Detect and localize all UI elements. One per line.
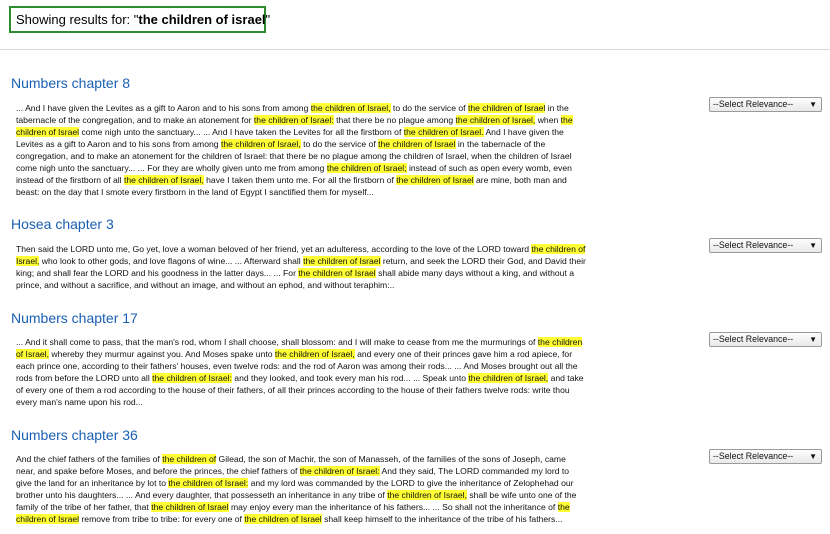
snippet-text: return, and seek the LORD their God, and David their [380,256,586,266]
dropdown-arrow-icon: ▼ [809,241,817,250]
highlighted-match: the children of Israel: [168,478,249,488]
snippet-line [16,348,706,360]
result-title[interactable]: Numbers chapter 36 [11,427,138,443]
highlighted-match: of Israel, [16,349,49,359]
snippet-line [16,477,706,489]
result-title[interactable]: Numbers chapter 17 [11,310,138,326]
highlighted-match: the children of Israel: [299,466,380,476]
highlighted-match: the children of Israel [378,139,456,149]
snippet-text: rods from before the LORD unto all [16,373,153,383]
snippet-text: remove from tribe to tribe: for every one of [79,514,245,524]
highlighted-match: the children of Israel [298,268,376,278]
query-suffix: " [265,12,271,27]
snippet-text: of every one of them a rod according to the house of their fathers, of all their princes according to the house of their fathers twelve rods: write thou [16,385,570,395]
result-title[interactable]: Hosea chapter 3 [11,216,114,232]
snippet-text: near, and spake before Moses, and before the princes, the chief fathers of [16,466,300,476]
highlighted-match: the children of Israel. [403,127,484,137]
snippet-line [16,150,706,162]
relevance-select[interactable] [709,238,822,253]
highlighted-match: the children of Israel, [387,490,467,500]
snippet-line [16,396,706,408]
snippet-text: instead of such as open every womb, even [406,163,572,173]
highlighted-match: the children of Israel, [274,349,355,359]
result-snippet [16,336,706,408]
snippet-text: congregation, and to make an atonement for the children of Israel: that there be no plague among the children of Israel, when the children of Israel [16,151,572,161]
snippet-line [16,489,706,501]
highlighted-match: the children of [162,454,217,464]
snippet-text: each prince one, according to their fathers' houses, even twelve rods: and the rod of Aaron was among their rods... ... And Moses brought out all the [16,361,578,371]
snippet-line [16,114,706,126]
snippet-line [16,513,706,525]
snippet-line [16,243,706,255]
highlighted-match: the [557,502,570,512]
snippet-text: every man's name upon his rod... [16,397,143,407]
snippet-text: in the [545,103,569,113]
snippet-text: king; and shall fear the LORD and his goodness in the latter days... ... For [16,268,299,278]
highlighted-match: Israel, [16,256,40,266]
highlighted-match: the children of Israel [303,256,381,266]
highlighted-match: the [560,115,573,125]
relevance-select[interactable] [709,332,822,347]
snippet-text: shall abide many days without a king, and without a [375,268,574,278]
highlighted-match: the children of Israel, [468,373,549,383]
snippet-line [16,138,706,150]
snippet-text: shall keep himself to the inheritance of the tribe of his fathers... [321,514,563,524]
snippet-line [16,267,706,279]
highlighted-match: the children of Israel, [310,103,391,113]
snippet-text: give the land for an inheritance by lot to [16,478,169,488]
header-divider [0,49,830,50]
search-query-banner [9,6,271,33]
snippet-text: and take [548,373,584,383]
highlighted-match: the children of Israel: [253,115,334,125]
query-prefix: Showing results for: " [16,12,139,27]
snippet-line [16,186,706,198]
snippet-text: to do the service of [390,103,468,113]
snippet-line [16,162,706,174]
snippet-text: ... And it shall come to pass, that the man's rod, whom I shall choose, shall blossom: and I will make to cease from me the murmurings of [16,337,538,347]
relevance-select-label: --Select Relevance-- [713,334,794,344]
highlighted-match: the children of Israel [396,175,474,185]
highlighted-match: the children of Israel, [123,175,204,185]
relevance-select-label: --Select Relevance-- [713,240,794,250]
highlighted-match: the children of Israel, [455,115,536,125]
snippet-text: tabernacle of the congregation, and to make an atonement for [16,115,254,125]
snippet-text: that there be no plague among [333,115,456,125]
query-term: the children of israel [138,12,266,27]
snippet-text: when [535,115,561,125]
snippet-text: prince, and without a sacrifice, and without an image, and without an ephod, and without teraphim:.. [16,280,395,290]
snippet-text: to do the service of [300,139,379,149]
dropdown-arrow-icon: ▼ [809,452,817,461]
snippet-text: have I taken them unto me. For all the firstborn of [203,175,397,185]
highlighted-match: children of Israel [16,127,80,137]
snippet-text: Levites as a gift to Aaron and to his sons from among [16,139,221,149]
relevance-select[interactable] [709,97,822,112]
highlighted-match: the children [537,337,583,347]
snippet-line [16,453,706,465]
snippet-text: in the tabernacle of the [455,139,546,149]
highlighted-match: the children of Israel [244,514,322,524]
snippet-text: come nigh unto the sanctuary... ... For they are wholly given unto me from among [16,163,327,173]
snippet-line [16,465,706,477]
snippet-line [16,279,706,291]
snippet-text: brother unto his daughters... ... And every daughter, that possesseth an inheritance in any tribe of [16,490,388,500]
highlighted-match: the children of Israel: [152,373,232,383]
snippet-text: instead of the firstborn of all [16,175,124,185]
snippet-text: who look to other gods, and love flagons of wine... ... Afterward shall [39,256,304,266]
snippet-line [16,360,706,372]
snippet-line [16,174,706,186]
snippet-line [16,336,706,348]
highlighted-match: children of Israel [16,514,80,524]
highlighted-match: the children of Israel [151,502,229,512]
snippet-text: and my lord was commanded by the LORD to give the inheritance of Zelophehad our [248,478,574,488]
snippet-line [16,255,706,267]
relevance-select[interactable] [709,449,822,464]
snippet-text: and they looked, and took every man his rod... ... Speak unto [231,373,469,383]
snippet-text: ... And I have given the Levites as a gift to Aaron and to his sons from among [16,103,311,113]
snippet-text: and every one of their princes gave him a rod apiece, for [354,349,573,359]
relevance-select-label: --Select Relevance-- [713,99,794,109]
snippet-text: whereby they murmur against you. And Moses spake unto [48,349,275,359]
relevance-select-label: --Select Relevance-- [713,451,794,461]
snippet-text: Then said the LORD unto me, Go yet, love a woman beloved of her friend, yet an adulteress, according to the love of the LORD toward [16,244,532,254]
snippet-text: family of the tribe of her father, that [16,502,152,512]
result-snippet [16,102,706,198]
snippet-text: And I have given the [483,127,564,137]
snippet-line [16,384,706,396]
highlighted-match: the children of Israel; [326,163,407,173]
highlighted-match: the children of Israel, [220,139,301,149]
result-snippet [16,243,706,291]
snippet-text: may enjoy every man the inheritance of his fathers... ... So shall not the inheritance of [228,502,558,512]
snippet-line [16,372,706,384]
snippet-text: beast: on the day that I smote every firstborn in the land of Egypt I sanctified them for myself... [16,187,374,197]
snippet-text: shall be wife unto one of the [466,490,577,500]
highlighted-match: the children of [531,244,586,254]
dropdown-arrow-icon: ▼ [809,100,817,109]
snippet-text: are mine, both man and [473,175,567,185]
snippet-text: And the chief fathers of the families of [16,454,163,464]
snippet-text: And they said, The LORD commanded my lord to [379,466,570,476]
snippet-line [16,126,706,138]
result-title[interactable]: Numbers chapter 8 [11,75,131,91]
result-snippet [16,453,706,525]
snippet-text: Gilead, the son of Machir, the son of Manasseh, of the families of the sons of Joseph, came [216,454,566,464]
snippet-line [16,102,706,114]
dropdown-arrow-icon: ▼ [809,335,817,344]
snippet-line [16,501,706,513]
highlighted-match: the children of Israel [467,103,546,113]
snippet-text: come nigh unto the sanctuary... ... And I have taken the Levites for all the firstborn of [79,127,404,137]
